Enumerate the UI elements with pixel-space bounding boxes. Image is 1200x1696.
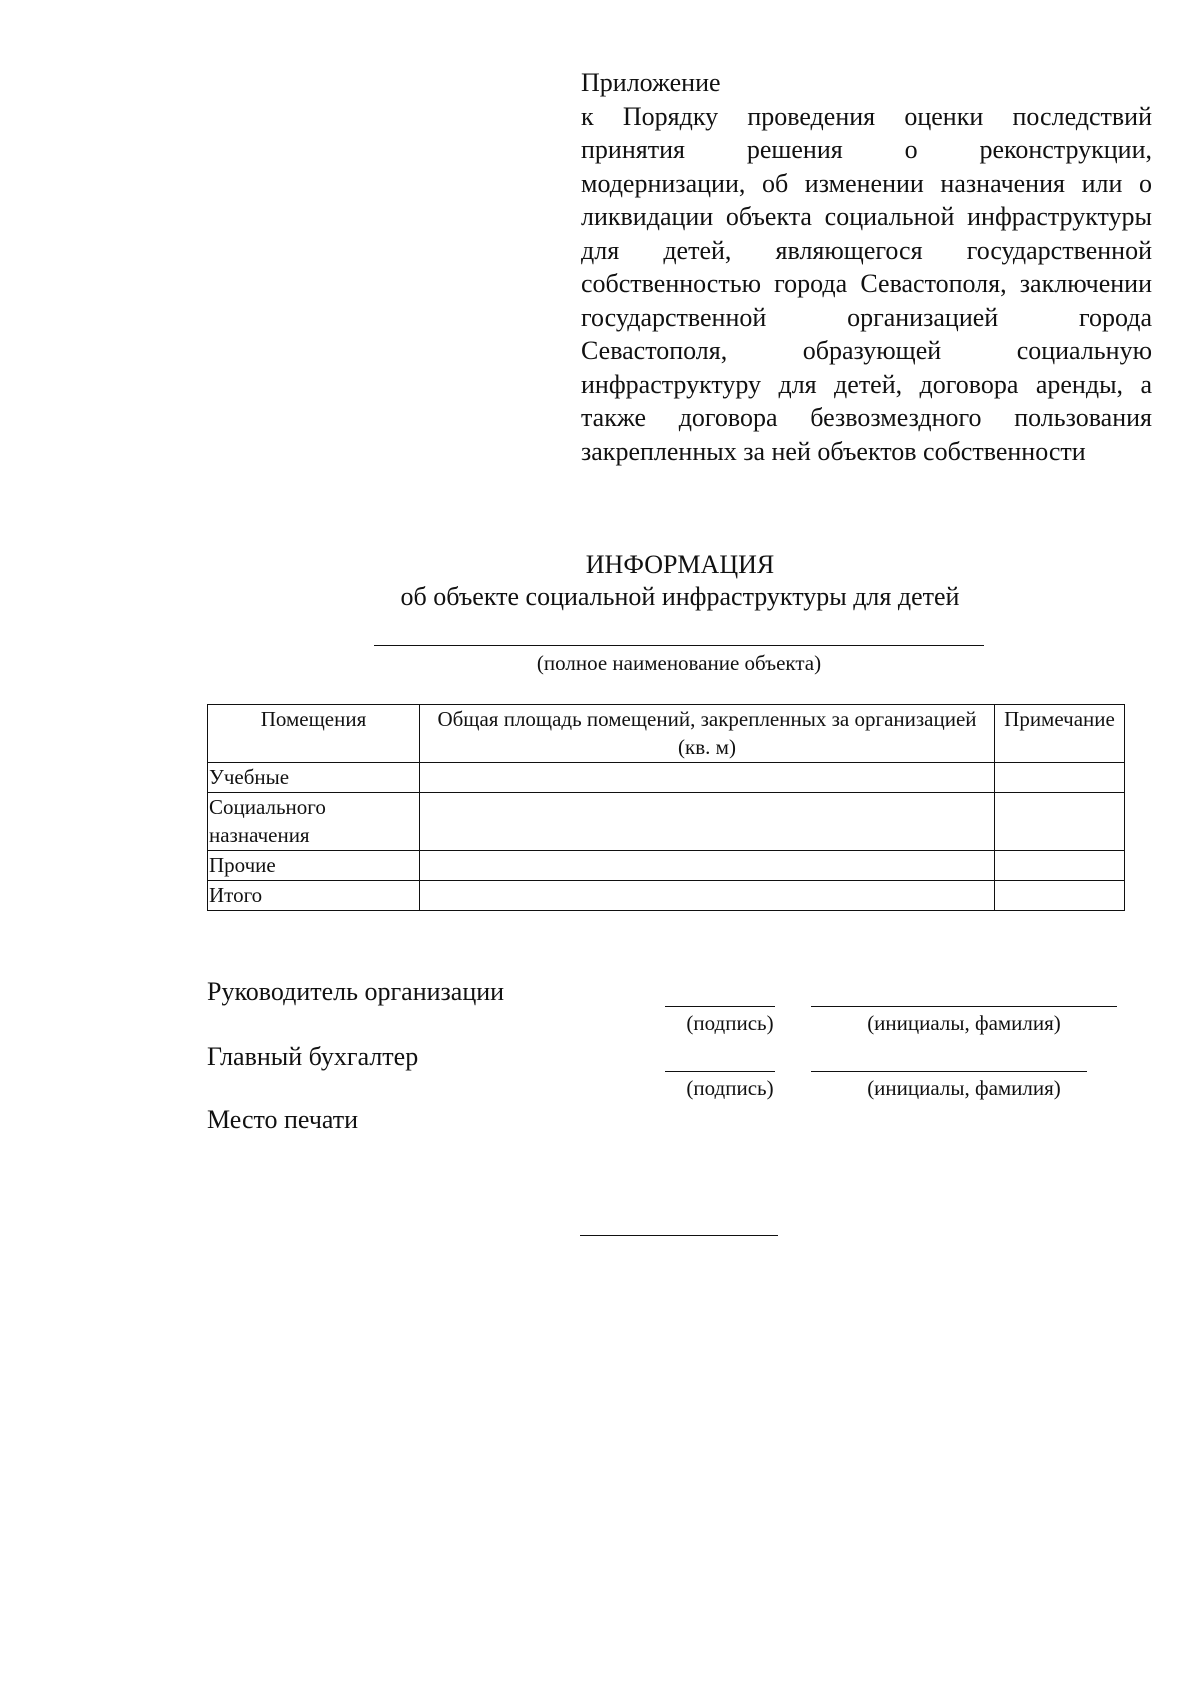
appendix-title: Приложение [581,68,721,97]
table-cell-note [995,763,1125,793]
table-cell-note [995,851,1125,881]
stamp-label: Место печати [207,1105,359,1134]
head-signature-caption: (подпись) [686,1011,774,1035]
head-name-line [811,1006,1117,1007]
head-label: Руководитель организации [207,977,505,1006]
end-separator-line [580,1235,778,1236]
object-name-caption: (полное наименование объекта) [536,651,822,675]
table-cell-area [420,851,995,881]
header-rooms: Помещения [208,705,420,763]
appendix-block [581,66,1152,468]
accountant-name-line [811,1071,1087,1072]
table-header-row [208,705,1125,763]
document-subtitle: об объекте социальной инфраструктуры для детей [400,582,960,611]
header-total-area: Общая площадь помещений, закрепленных за организацией (кв. м) [420,705,995,763]
accountant-name-caption: (инициалы, фамилия) [867,1076,1061,1100]
table-cell-note [995,881,1125,911]
accountant-signature-line [665,1071,775,1072]
table-cell-note [995,793,1125,851]
accountant-signature-caption: (подпись) [686,1076,774,1100]
head-signature-line [665,1006,775,1007]
rooms-table [207,704,1125,911]
appendix-text: к Порядку проведения оценки последствий принятия решения о реконструкции, модернизации, об изменении назначения или о ликвидации объекта социальной инфраструктуры для детей, являющегося государственной собственностью города Севастополя, заключении государственной организацией города Севастополя, образующей социальную инфраструктуру для детей, договора аренды, а также договора безвозмездного пользования закрепленных за ней объектов собственности [581,101,1152,466]
table-row [208,881,1125,911]
table-cell-room: Прочие [208,851,420,881]
table-cell-area [420,881,995,911]
table-cell-room: Социального назначения [208,793,420,851]
table-cell-area [420,763,995,793]
table-cell-area [420,793,995,851]
table-cell-room: Учебные [208,763,420,793]
table-row [208,763,1125,793]
document-title: ИНФОРМАЦИЯ [585,550,775,579]
header-note: Примечание [995,705,1125,763]
accountant-label: Главный бухгалтер [207,1042,419,1071]
object-name-line [374,645,984,646]
table-row [208,851,1125,881]
table-cell-room: Итого [208,881,420,911]
head-name-caption: (инициалы, фамилия) [867,1011,1061,1035]
table-row [208,793,1125,851]
